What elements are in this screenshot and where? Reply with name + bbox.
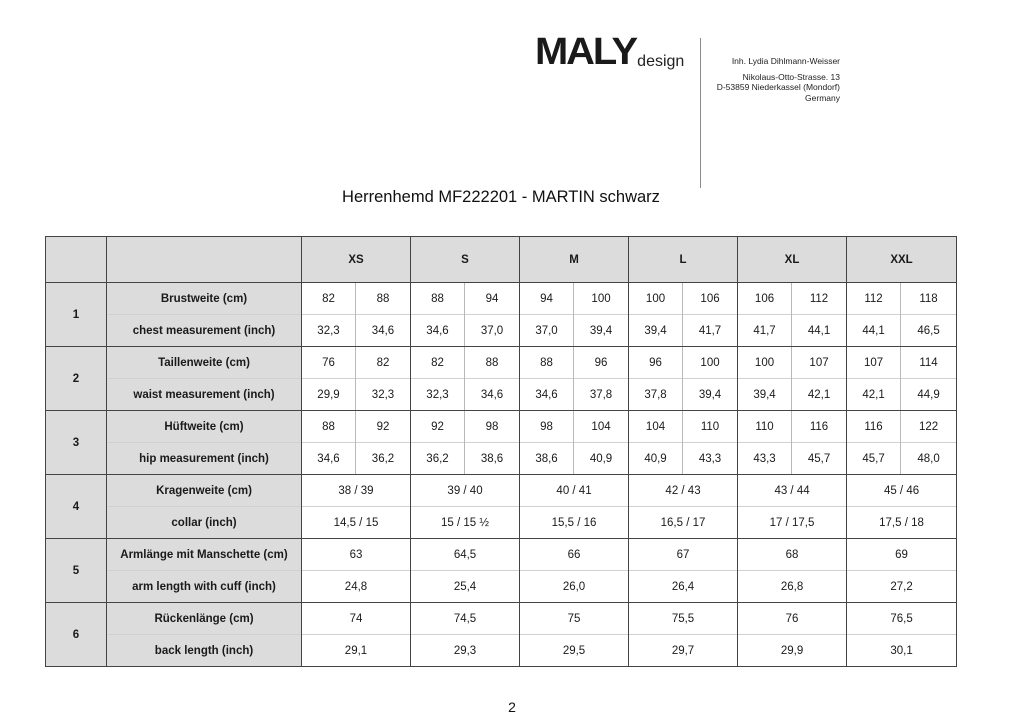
measurement-value: 122 <box>901 411 957 443</box>
table-row <box>46 283 957 315</box>
measurement-value: 29,9 <box>738 635 847 667</box>
table-row <box>46 411 957 443</box>
size-header-xl: XL <box>738 237 847 283</box>
measurement-value: 24,8 <box>302 571 411 603</box>
measurement-value: 110 <box>683 411 738 443</box>
address-owner: Inh. Lydia Dihlmann-Weisser <box>731 56 840 66</box>
measurement-value: 36,2 <box>411 443 465 475</box>
measurement-label: Brustweite (cm) <box>107 283 302 315</box>
measurement-value: 96 <box>574 347 629 379</box>
measurement-value: 104 <box>574 411 629 443</box>
measurement-value: 116 <box>792 411 847 443</box>
table-row <box>46 539 957 571</box>
measurement-value: 26,8 <box>738 571 847 603</box>
measurement-value: 100 <box>683 347 738 379</box>
size-header-s: S <box>411 237 520 283</box>
measurement-value: 32,3 <box>411 379 465 411</box>
measurement-value: 14,5 / 15 <box>302 507 411 539</box>
measurement-label: arm length with cuff (inch) <box>107 571 302 603</box>
measurement-value: 41,7 <box>683 315 738 347</box>
table-row <box>46 571 957 603</box>
measurement-value: 42,1 <box>792 379 847 411</box>
row-number: 2 <box>46 347 107 411</box>
measurement-value: 37,0 <box>520 315 574 347</box>
row-number: 3 <box>46 411 107 475</box>
measurement-value: 17 / 17,5 <box>738 507 847 539</box>
brand-suffix: design <box>637 53 685 70</box>
size-table-body <box>46 283 957 667</box>
brand-logo <box>535 31 685 73</box>
measurement-value: 68 <box>738 539 847 571</box>
measurement-value: 67 <box>629 539 738 571</box>
size-header-xxl: XXL <box>847 237 957 283</box>
measurement-value: 38 / 39 <box>302 475 411 507</box>
measurement-value: 45 / 46 <box>847 475 957 507</box>
measurement-value: 75 <box>520 603 629 635</box>
row-number: 6 <box>46 603 107 667</box>
measurement-value: 110 <box>738 411 792 443</box>
measurement-value: 82 <box>411 347 465 379</box>
row-number: 5 <box>46 539 107 603</box>
measurement-value: 27,2 <box>847 571 957 603</box>
measurement-value: 100 <box>574 283 629 315</box>
measurement-value: 112 <box>847 283 901 315</box>
measurement-value: 34,6 <box>465 379 520 411</box>
size-header-m: M <box>520 237 629 283</box>
measurement-value: 34,6 <box>520 379 574 411</box>
measurement-value: 112 <box>792 283 847 315</box>
measurement-value: 39,4 <box>683 379 738 411</box>
measurement-value: 30,1 <box>847 635 957 667</box>
measurement-value: 34,6 <box>411 315 465 347</box>
measurement-value: 66 <box>520 539 629 571</box>
measurement-value: 116 <box>847 411 901 443</box>
measurement-value: 98 <box>520 411 574 443</box>
measurement-value: 39,4 <box>629 315 683 347</box>
measurement-value: 92 <box>411 411 465 443</box>
measurement-value: 29,9 <box>302 379 356 411</box>
measurement-label: Armlänge mit Manschette (cm) <box>107 539 302 571</box>
size-header-xs: XS <box>302 237 411 283</box>
measurement-label: collar (inch) <box>107 507 302 539</box>
measurement-value: 82 <box>356 347 411 379</box>
measurement-value: 26,0 <box>520 571 629 603</box>
measurement-value: 37,8 <box>574 379 629 411</box>
measurement-value: 15 / 15 ½ <box>411 507 520 539</box>
measurement-value: 44,1 <box>792 315 847 347</box>
measurement-value: 44,1 <box>847 315 901 347</box>
measurement-value: 76 <box>738 603 847 635</box>
measurement-value: 74 <box>302 603 411 635</box>
measurement-value: 29,5 <box>520 635 629 667</box>
measurement-value: 45,7 <box>792 443 847 475</box>
measurement-value: 44,9 <box>901 379 957 411</box>
measurement-value: 100 <box>738 347 792 379</box>
measurement-value: 45,7 <box>847 443 901 475</box>
measurement-value: 41,7 <box>738 315 792 347</box>
measurement-value: 26,4 <box>629 571 738 603</box>
measurement-value: 15,5 / 16 <box>520 507 629 539</box>
measurement-value: 98 <box>465 411 520 443</box>
address-block <box>717 56 840 103</box>
measurement-value: 107 <box>847 347 901 379</box>
measurement-value: 43 / 44 <box>738 475 847 507</box>
measurement-label: waist measurement (inch) <box>107 379 302 411</box>
measurement-value: 100 <box>629 283 683 315</box>
measurement-value: 29,3 <box>411 635 520 667</box>
measurement-label: Rückenlänge (cm) <box>107 603 302 635</box>
measurement-value: 106 <box>738 283 792 315</box>
address-street: Nikolaus-Otto-Strasse. 13 <box>742 71 840 82</box>
measurement-value: 37,0 <box>465 315 520 347</box>
address-country: Germany <box>805 92 840 103</box>
measurement-value: 40,9 <box>574 443 629 475</box>
measurement-value: 82 <box>302 283 356 315</box>
table-row <box>46 635 957 667</box>
measurement-label: hip measurement (inch) <box>107 443 302 475</box>
measurement-value: 43,3 <box>683 443 738 475</box>
table-row <box>46 475 957 507</box>
measurement-value: 88 <box>411 283 465 315</box>
measurement-label: chest measurement (inch) <box>107 315 302 347</box>
measurement-value: 43,3 <box>738 443 792 475</box>
measurement-value: 88 <box>520 347 574 379</box>
table-row <box>46 315 957 347</box>
measurement-value: 76 <box>302 347 356 379</box>
measurement-value: 118 <box>901 283 957 315</box>
measurement-value: 39 / 40 <box>411 475 520 507</box>
table-row <box>46 507 957 539</box>
row-number: 4 <box>46 475 107 539</box>
measurement-value: 75,5 <box>629 603 738 635</box>
measurement-value: 92 <box>356 411 411 443</box>
measurement-value: 39,4 <box>738 379 792 411</box>
table-row <box>46 603 957 635</box>
measurement-value: 32,3 <box>356 379 411 411</box>
measurement-value: 34,6 <box>302 443 356 475</box>
measurement-value: 74,5 <box>411 603 520 635</box>
measurement-value: 34,6 <box>356 315 411 347</box>
measurement-value: 104 <box>629 411 683 443</box>
measurement-value: 107 <box>792 347 847 379</box>
measurement-value: 16,5 / 17 <box>629 507 738 539</box>
measurement-value: 39,4 <box>574 315 629 347</box>
table-row <box>46 379 957 411</box>
measurement-label: back length (inch) <box>107 635 302 667</box>
measurement-value: 106 <box>683 283 738 315</box>
measurement-value: 88 <box>465 347 520 379</box>
measurement-label: Taillenweite (cm) <box>107 347 302 379</box>
measurement-value: 64,5 <box>411 539 520 571</box>
header-corner <box>46 237 107 283</box>
measurement-value: 69 <box>847 539 957 571</box>
size-header-l: L <box>629 237 738 283</box>
measurement-value: 94 <box>465 283 520 315</box>
measurement-value: 48,0 <box>901 443 957 475</box>
measurement-value: 42 / 43 <box>629 475 738 507</box>
measurement-value: 94 <box>520 283 574 315</box>
table-row <box>46 347 957 379</box>
measurement-value: 40,9 <box>629 443 683 475</box>
measurement-value: 17,5 / 18 <box>847 507 957 539</box>
brand-name: MALY <box>535 31 636 73</box>
measurement-value: 36,2 <box>356 443 411 475</box>
measurement-label: Kragenweite (cm) <box>107 475 302 507</box>
header-divider <box>700 38 701 188</box>
measurement-label: Hüftweite (cm) <box>107 411 302 443</box>
measurement-value: 29,1 <box>302 635 411 667</box>
measurement-value: 42,1 <box>847 379 901 411</box>
measurement-value: 38,6 <box>465 443 520 475</box>
size-header-row <box>46 237 957 283</box>
address-city: D-53859 Niederkassel (Mondorf) <box>716 82 840 92</box>
measurement-value: 76,5 <box>847 603 957 635</box>
measurement-value: 40 / 41 <box>520 475 629 507</box>
measurement-value: 32,3 <box>302 315 356 347</box>
page-number: 2 <box>508 699 516 715</box>
measurement-value: 88 <box>356 283 411 315</box>
measurement-value: 114 <box>901 347 957 379</box>
measurement-value: 96 <box>629 347 683 379</box>
measurement-value: 29,7 <box>629 635 738 667</box>
header-label <box>107 237 302 283</box>
measurement-value: 46,5 <box>901 315 957 347</box>
measurement-value: 38,6 <box>520 443 574 475</box>
measurement-value: 37,8 <box>629 379 683 411</box>
measurement-value: 88 <box>302 411 356 443</box>
measurement-value: 25,4 <box>411 571 520 603</box>
size-table <box>45 236 957 667</box>
measurement-value: 63 <box>302 539 411 571</box>
document-title: Herrenhemd MF222201 - MARTIN schwarz <box>342 188 660 206</box>
table-row <box>46 443 957 475</box>
row-number: 1 <box>46 283 107 347</box>
